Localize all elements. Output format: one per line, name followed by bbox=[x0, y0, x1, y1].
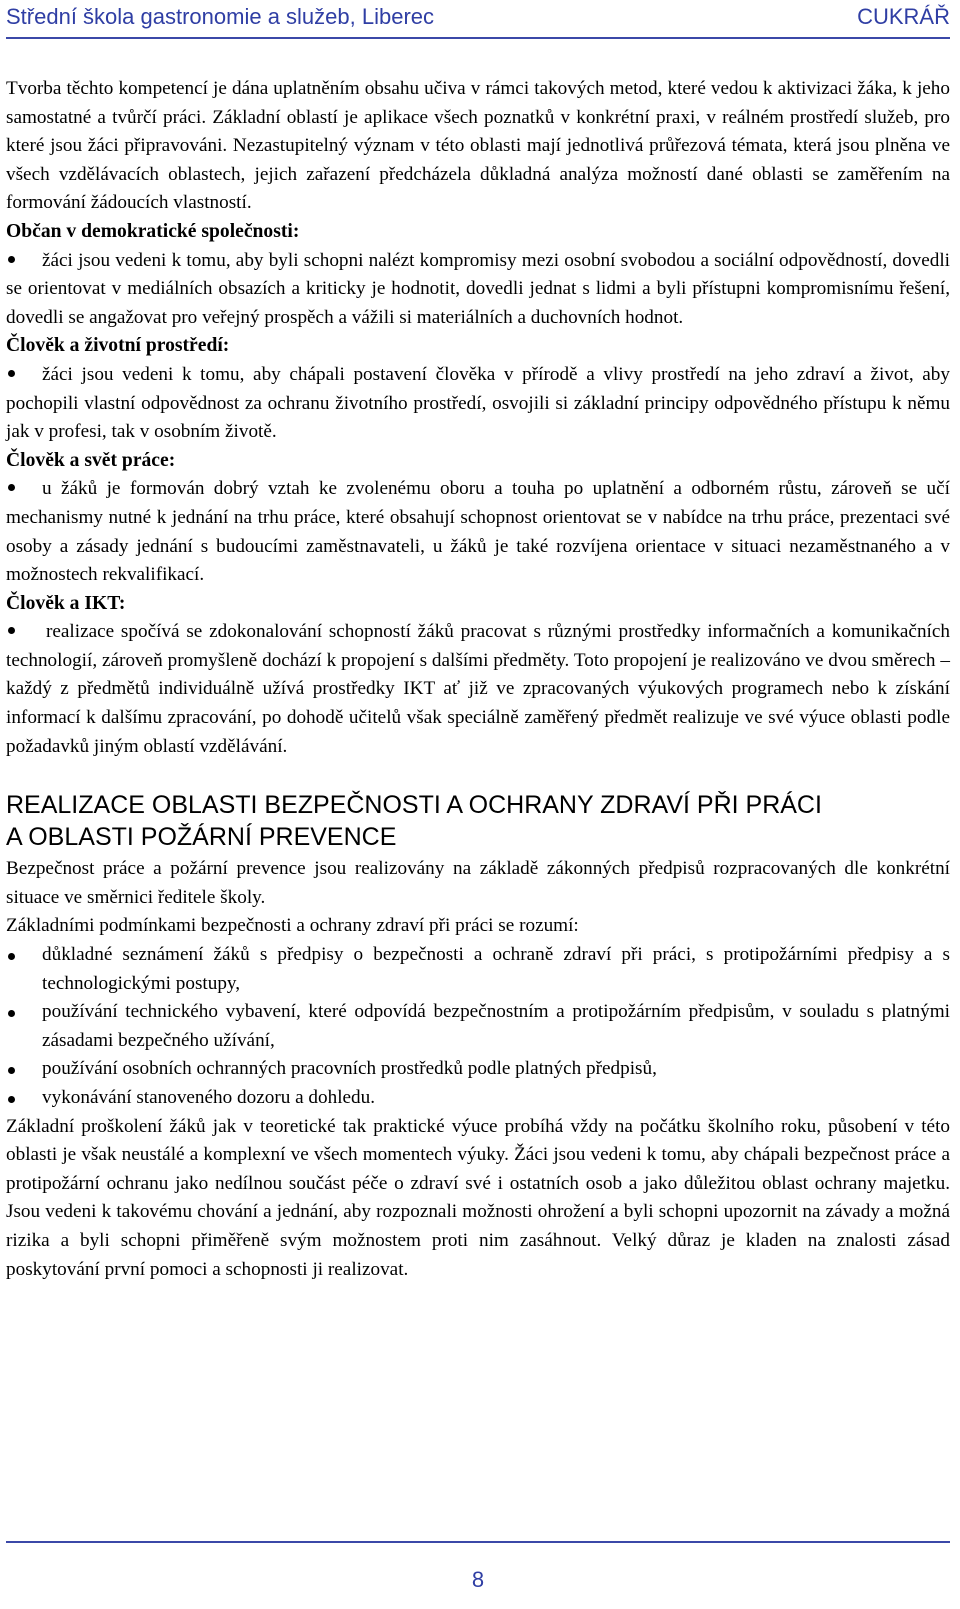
topic-bullet bbox=[6, 618, 950, 761]
list-item: vykonávání stanoveného dozoru a dohledu. bbox=[6, 1084, 950, 1113]
list-item: používání technického vybavení, které odpovídá bezpečnostním a protipožárním předpisům, v souladu s platnými zásadami bezpečného užívání, bbox=[6, 998, 950, 1055]
page-number: 8 bbox=[471, 1567, 485, 1592]
topic-title: Člověk a svět práce: bbox=[6, 449, 176, 471]
list-item: důkladné seznámení žáků s předpisy o bezpečnosti a ochraně zdraví při práci, s protipožárními předpisy a s technologickými postupy, bbox=[6, 941, 950, 998]
section-heading bbox=[6, 789, 950, 853]
topic-citizen bbox=[6, 218, 950, 332]
topic-title: Člověk a IKT: bbox=[6, 592, 126, 614]
page-header bbox=[6, 0, 950, 39]
safety-conditions-list bbox=[6, 941, 950, 1113]
bullet-icon bbox=[6, 475, 42, 504]
section-heading-line1: REALIZACE OBLASTI BEZPEČNOSTI A OCHRANY ZDRAVÍ PŘI PRÁCI bbox=[6, 791, 822, 820]
safety-paragraph-2: Základními podmínkami bezpečnosti a ochrany zdraví při práci se rozumí: bbox=[6, 915, 579, 937]
intro-paragraph: Tvorba těchto kompetencí je dána uplatněním obsahu učiva v rámci takových metod, které vedou k aktivizaci žáka, k jeho samostatné a tvůrčí práci. Základní oblastí je aplikace všech poznatků v konkrétní praxi, v reálném prostředí služeb, pro které jsou žáci připravováni. Nezastupitelný význam v této oblasti mají jednotlivá průřezová témata, která jsou plněna ve všech vzdělávacích oblastech, jejich zařazení předcházela důkladná analýza možností dané oblasti se zaměřením na formování žádoucích vlastností. bbox=[6, 78, 950, 214]
topic-bullet bbox=[6, 475, 950, 589]
section-heading-line2: A OBLASTI POŽÁRNÍ PREVENCE bbox=[6, 823, 397, 852]
topic-text: u žáků je formován dobrý vztah ke zvolenému oboru a touha po uplatnění a odborném růstu, zároveň se učí mechanismy nutné k jednání na trhu práce, které obsahují schopnost orientovat se v nabídce na trhu práce, prezentaci své osoby a zásady jednání s budoucími zaměstnavateli, u žáků je také rozvíjena orientace v situaci nezaměstnaného a v možnostech rekvalifikací. bbox=[6, 478, 950, 586]
topic-ict bbox=[6, 590, 950, 762]
school-name: Střední škola gastronomie a služeb, Liberec bbox=[6, 4, 435, 29]
list-item: používání osobních ochranných pracovních prostředků podle platných předpisů, bbox=[6, 1055, 950, 1084]
topic-bullet bbox=[6, 361, 950, 447]
topic-text: žáci jsou vedeni k tomu, aby chápali postavení člověka v přírodě a vlivy prostředí na jeho zdraví a život, aby pochopili vlastní odpovědnost za ochranu životního prostředí, osvojili si základní principy odpovědného přístupu k němu jak v profesi, tak v osobním životě. bbox=[6, 363, 950, 443]
topic-environment bbox=[6, 332, 950, 446]
page-content bbox=[6, 75, 950, 1284]
bullet-icon bbox=[6, 361, 42, 390]
topic-bullet bbox=[6, 247, 950, 333]
subject-name: CUKRÁŘ bbox=[857, 4, 950, 29]
topic-work bbox=[6, 447, 950, 590]
bullet-icon bbox=[6, 618, 46, 647]
topic-text: žáci jsou vedeni k tomu, aby byli schopni nalézt kompromisy mezi osobní svobodou a sociální odpovědností, dovedli se orientovat v mediálních obsazích a kriticky je hodnotit, dovedli jednat s lidmi a byli přístupni kompromisnímu řešení, dovedli se angažovat pro veřejný prospěch a vážili si materiálních a duchovních hodnot. bbox=[6, 249, 950, 328]
safety-paragraph-3: Základní proškolení žáků jak v teoretické tak praktické výuce probíhá vždy na počátku školního roku, působení v této oblasti je však neustálé a komplexní ve všech momentech výuky. Žáci jsou vedeni k tomu, aby chápali bezpečnost práce a protipožární ochranu jako nedílnou součást péče o zdraví své i ostatních osob a jako důležitou oblast ochrany majetku. Jsou vedeni k takovému chování a jednání, aby rozpoznali možnosti ohrožení a byli schopni upozornit na závady a možná rizika a byli schopni přiměřeně svým možnostem proti nim zasáhnout. Velký důraz je kladen na znalosti zásad poskytování první pomoci a schopnosti ji realizovat. bbox=[6, 1115, 950, 1280]
bullet-icon bbox=[6, 247, 42, 276]
safety-paragraph-1: Bezpečnost práce a požární prevence jsou realizovány na základě zákonných předpisů rozpracovaných dle konkrétní situace ve směrnici ředitele školy. bbox=[6, 858, 950, 908]
page-footer bbox=[6, 1541, 950, 1609]
topic-title: Člověk a životní prostředí: bbox=[6, 335, 230, 357]
topic-title: Občan v demokratické společnosti: bbox=[6, 220, 300, 242]
topic-text: realizace spočívá se zdokonalování schopností žáků pracovat s různými prostředky informačních a komunikačních technologií, zároveň promyšleně dochází k propojení s dalšími předměty. Toto propojení je realizováno ve dvou směrech – každý z předmětů individuálně užívá prostředky IKT ať již ve zpracovaných výukových programech nebo k získání informací k dalšímu zpracování, po dohodě učitelů však speciálně zaměřený předmět realizuje ve své výuce oblasti podle požadavků jiným oblastí vzdělávání. bbox=[6, 621, 950, 757]
